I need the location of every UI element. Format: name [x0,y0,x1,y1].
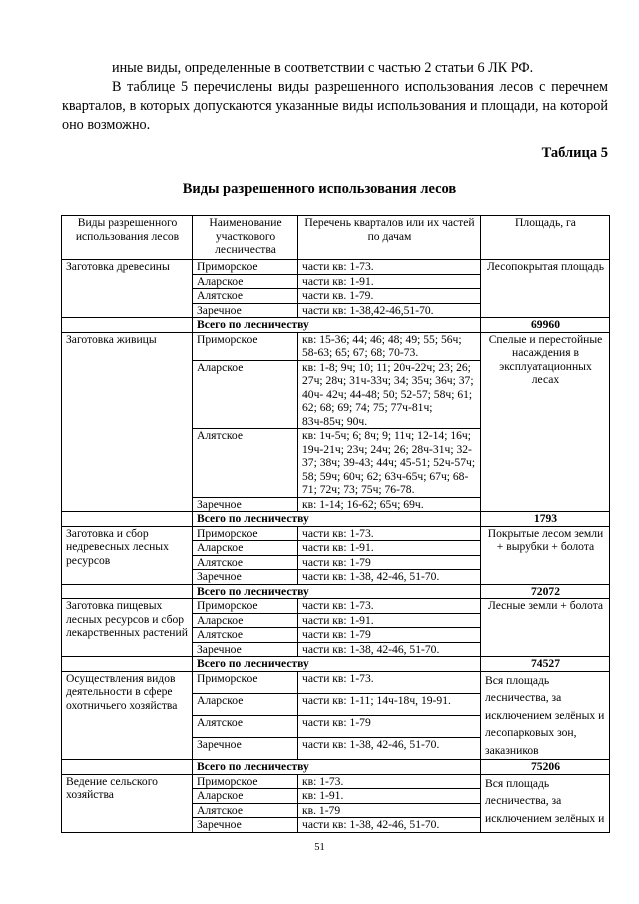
quarters-cell: кв: 1-73. [298,774,481,789]
forestry-cell: Заречное [193,818,298,833]
forestry-cell: Аларское [193,360,298,429]
forestry-cell: Заречное [193,737,298,759]
total-blank-cell [62,760,193,775]
total-value: 1793 [481,512,610,527]
total-row [62,760,610,775]
forestry-cell: Алятское [193,429,298,498]
quarters-cell: части кв: 1-11; 14ч-18ч, 19-91. [298,693,481,715]
total-row [62,512,610,527]
usage-type-cell: Осуществления видов деятельности в сфере охотничьего хозяйства [62,671,193,760]
quarters-cell: части кв. 1-79. [298,289,481,304]
table-row [62,526,610,541]
quarters-cell: части кв: 1-38, 42-46, 51-70. [298,642,481,657]
forestry-cell: Приморское [193,332,298,360]
quarters-cell: части кв: 1-38, 42-46, 51-70. [298,570,481,585]
quarters-cell: части кв: 1-73. [298,599,481,614]
total-label: Всего по лесничеству [193,657,481,672]
quarters-cell: части кв: 1-73. [298,526,481,541]
forestry-cell: Приморское [193,774,298,789]
quarters-cell: кв. 1-79 [298,803,481,818]
forestry-cell: Аларское [193,789,298,804]
quarters-cell: части кв: 1-73. [298,260,481,275]
forestry-cell: Заречное [193,570,298,585]
forestry-cell: Приморское [193,260,298,275]
forestry-cell: Алятское [193,803,298,818]
table-title: Виды разрешенного использования лесов [182,181,457,197]
quarters-cell: кв: 1-14; 16-62; 65ч; 69ч. [298,497,481,512]
total-label: Всего по лесничеству [193,760,481,775]
page-number: 51 [314,842,325,853]
area-description-cell: Вся площадь лесничества, за исключением зелёных и лесопарковых зон, заказников [481,671,610,760]
quarters-cell: части кв: 1-73. [298,671,481,693]
intro-line-1: иные виды, определенные в соответствии с частью 2 статьи 6 ЛК РФ. [112,60,534,76]
area-description-cell: Вся площадь лесничества, за исключением зелёных и [481,774,610,832]
total-blank-cell [62,657,193,672]
table-row [62,332,610,360]
total-blank-cell [62,584,193,599]
forestry-cell: Заречное [193,497,298,512]
quarters-cell: части кв: 1-38, 42-46, 51-70. [298,818,481,833]
total-value: 69960 [481,318,610,333]
total-label: Всего по лесничеству [193,584,481,599]
total-row [62,657,610,672]
quarters-cell: части кв: 1-91. [298,541,481,556]
quarters-cell: части кв: 1-79 [298,555,481,570]
table-row [62,599,610,614]
forestry-cell: Алятское [193,715,298,737]
quarters-cell: части кв: 1-91. [298,274,481,289]
usage-type-cell: Заготовка и сбор недревесных лесных ресурсов [62,526,193,584]
total-blank-cell [62,318,193,333]
forestry-cell: Приморское [193,526,298,541]
header-type: Виды разрешенного использования лесов [62,216,193,260]
total-label: Всего по лесничеству [193,318,481,333]
usage-type-cell: Заготовка пищевых лесных ресурсов и сбор лекарственных растений [62,599,193,657]
forestry-cell: Аларское [193,693,298,715]
table-row [62,671,610,693]
forestry-cell: Приморское [193,671,298,693]
usage-type-cell: Заготовка древесины [62,260,193,318]
forestry-cell: Алятское [193,289,298,304]
forestry-cell: Алятское [193,628,298,643]
usage-type-cell: Ведение сельского хозяйства [62,774,193,832]
quarters-cell: кв: 1-91. [298,789,481,804]
quarters-cell: части кв: 1-79 [298,715,481,737]
total-value: 74527 [481,657,610,672]
quarters-cell: кв: 15-36; 44; 46; 48; 49; 55; 56ч; 58-63; 65; 67; 68; 70-73. [298,332,481,360]
table-number: Таблица 5 [541,145,608,161]
total-row [62,584,610,599]
usage-type-cell: Заготовка живицы [62,332,193,512]
table-row [62,774,610,789]
forestry-cell: Аларское [193,613,298,628]
quarters-cell: части кв: 1-91. [298,613,481,628]
usage-table [61,215,610,833]
header-quarters: Перечень кварталов или их частей по дачам [298,216,481,260]
area-description-cell: Спелые и перестойные насаждения в эксплуатационных лесах [481,332,610,512]
quarters-cell: части кв: 1-38, 42-46, 51-70. [298,737,481,759]
forestry-cell: Приморское [193,599,298,614]
header-forestry: Наименование участкового лесничества [193,216,298,260]
quarters-cell: части кв: 1-79 [298,628,481,643]
table-header-row [62,216,610,260]
quarters-cell: кв: 1ч-5ч; 6; 8ч; 9; 11ч; 12-14; 16ч; 19ч-21ч; 23ч; 24ч; 26; 28ч-31ч; 32-37; 38ч; 39-43; 44ч; 45-51; 52ч-57ч; 58; 59ч; 60ч; 62; 63ч-65ч; 67ч; 68-71; 72ч; 73; 75ч; 76-78. [298,429,481,498]
header-area: Площадь, га [481,216,610,260]
quarters-cell: кв: 1-8; 9ч; 10; 11; 20ч-22ч; 23; 26; 27ч; 28ч; 31ч-33ч; 34; 35ч; 36ч; 37; 40ч- 42ч; 44-48; 50; 52-57; 58ч; 61; 62; 68; 69; 74; 75; 77ч-81ч; 83ч-85ч; 90ч. [298,360,481,429]
total-row [62,318,610,333]
total-label: Всего по лесничеству [193,512,481,527]
total-blank-cell [62,512,193,527]
forestry-cell: Заречное [193,642,298,657]
forestry-cell: Аларское [193,274,298,289]
area-description-cell: Лесные земли + болота [481,599,610,657]
forestry-cell: Алятское [193,555,298,570]
total-value: 75206 [481,760,610,775]
area-description-cell: Покрытые лесом земли + вырубки + болота [481,526,610,584]
table-row [62,260,610,275]
area-description-cell: Лесопокрытая площадь [481,260,610,318]
forestry-cell: Аларское [193,541,298,556]
quarters-cell: части кв: 1-38,42-46,51-70. [298,303,481,318]
total-value: 72072 [481,584,610,599]
forestry-cell: Заречное [193,303,298,318]
intro-paragraph: В таблице 5 перечислены виды разрешенного использования лесов с перечнем кварталов, в которых допускаются указанные виды использования и площади, на которой оно возможно. [62,79,608,133]
